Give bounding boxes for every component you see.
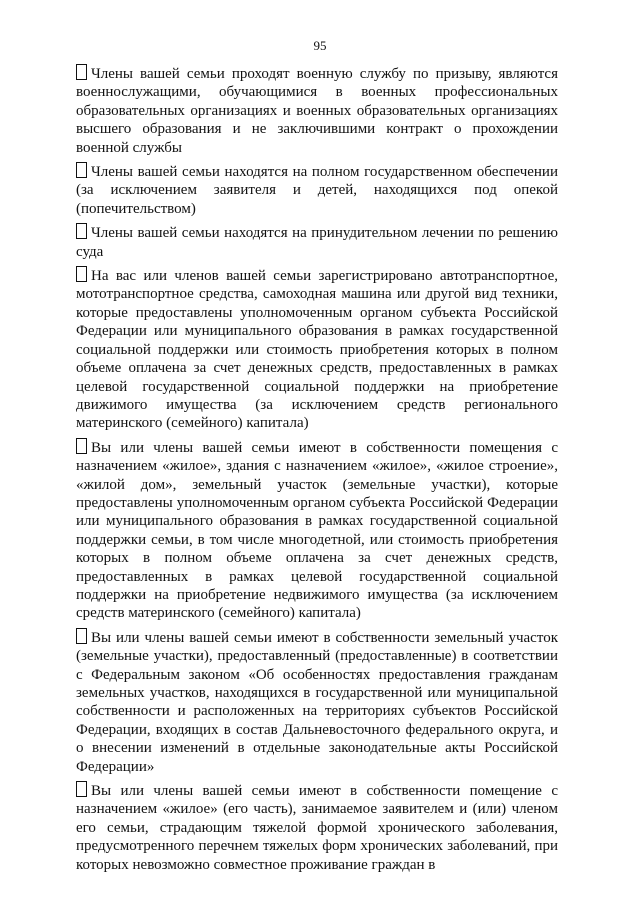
- item-text: Вы или члены вашей семьи имеют в собственности земельный участок (земельные участки), предоставленный (предоставленные) в соответствии с Федеральным законом «Об особенностях предоставления гражданам земельных участков, находящихся в государственной или муниципальной собственности и расположенных на территориях субъектов Российской Федерации, входящих в состав Дальневосточного федерального округа, и о внесении изменений в отдельные законодательные акты Российской Федерации»: [76, 629, 558, 775]
- checkbox-list: [76, 64, 558, 879]
- checkbox[interactable]: [76, 64, 87, 80]
- item-text: Члены вашей семьи проходят военную службу по призыву, являются военнослужащими, обучающимися в военных профессиональных образовательных организациях и военных образовательных организациях высшего образования и не заключившими контракт о прохождении военной службы: [76, 66, 558, 156]
- list-item: [76, 266, 558, 433]
- checkbox[interactable]: [76, 266, 87, 282]
- list-item: [76, 628, 558, 776]
- item-text: На вас или членов вашей семьи зарегистрировано автотранспортное, мототранспортное средства, самоходная машина или другой вид техники, которые предоставлены уполномоченным органом субъекта Российской Федерации или муниципального образования в рамках государственной социальной поддержки или стоимость приобретения которых в полном объеме оплачена за счет денежных средств, предоставленных в рамках целевой государственной социальной поддержки на приобретение движимого имущества (за исключением средств регионального материнского (семейного) капитала): [76, 268, 558, 432]
- checkbox[interactable]: [76, 438, 87, 454]
- checkbox[interactable]: [76, 781, 87, 797]
- item-text: Вы или члены вашей семьи имеют в собственности помещение с назначением «жилое» (его часть), занимаемое заявителем и (или) членом его семьи, страдающим тяжелой формой хронического заболевания, предусмотренного перечнем тяжелых форм хронических заболеваний, при которых невозможно совместное проживание граждан в: [76, 783, 558, 873]
- item-text: Члены вашей семьи находятся на полном государственном обеспечении (за исключением заявителя и детей, находящихся под опекой (попечительством): [76, 164, 558, 217]
- page-number: 95: [313, 38, 327, 53]
- list-item: [76, 438, 558, 623]
- list-item: [76, 223, 558, 261]
- checkbox[interactable]: [76, 162, 87, 178]
- item-text: Вы или члены вашей семьи имеют в собственности помещения с назначением «жилое», здания с назначением «жилое», «жилое строение», «жилой дом», земельный участок (земельные участки), которые предоставлены уполномоченным органом субъекта Российской Федерации или муниципального образования в рамках государственной социальной поддержки семьи, в том числе многодетной, или стоимость приобретения которых в полном объеме оплачена за счет денежных средств, предоставленных в рамках целевой государственной социальной поддержки на приобретение недвижимого имущества (за исключением средств материнского (семейного) капитала): [76, 439, 558, 622]
- list-item: [76, 64, 558, 157]
- checkbox[interactable]: [76, 223, 87, 239]
- list-item: [76, 781, 558, 874]
- checkbox[interactable]: [76, 628, 87, 644]
- item-text: Члены вашей семьи находятся на принудительном лечении по решению суда: [76, 225, 558, 260]
- list-item: [76, 162, 558, 218]
